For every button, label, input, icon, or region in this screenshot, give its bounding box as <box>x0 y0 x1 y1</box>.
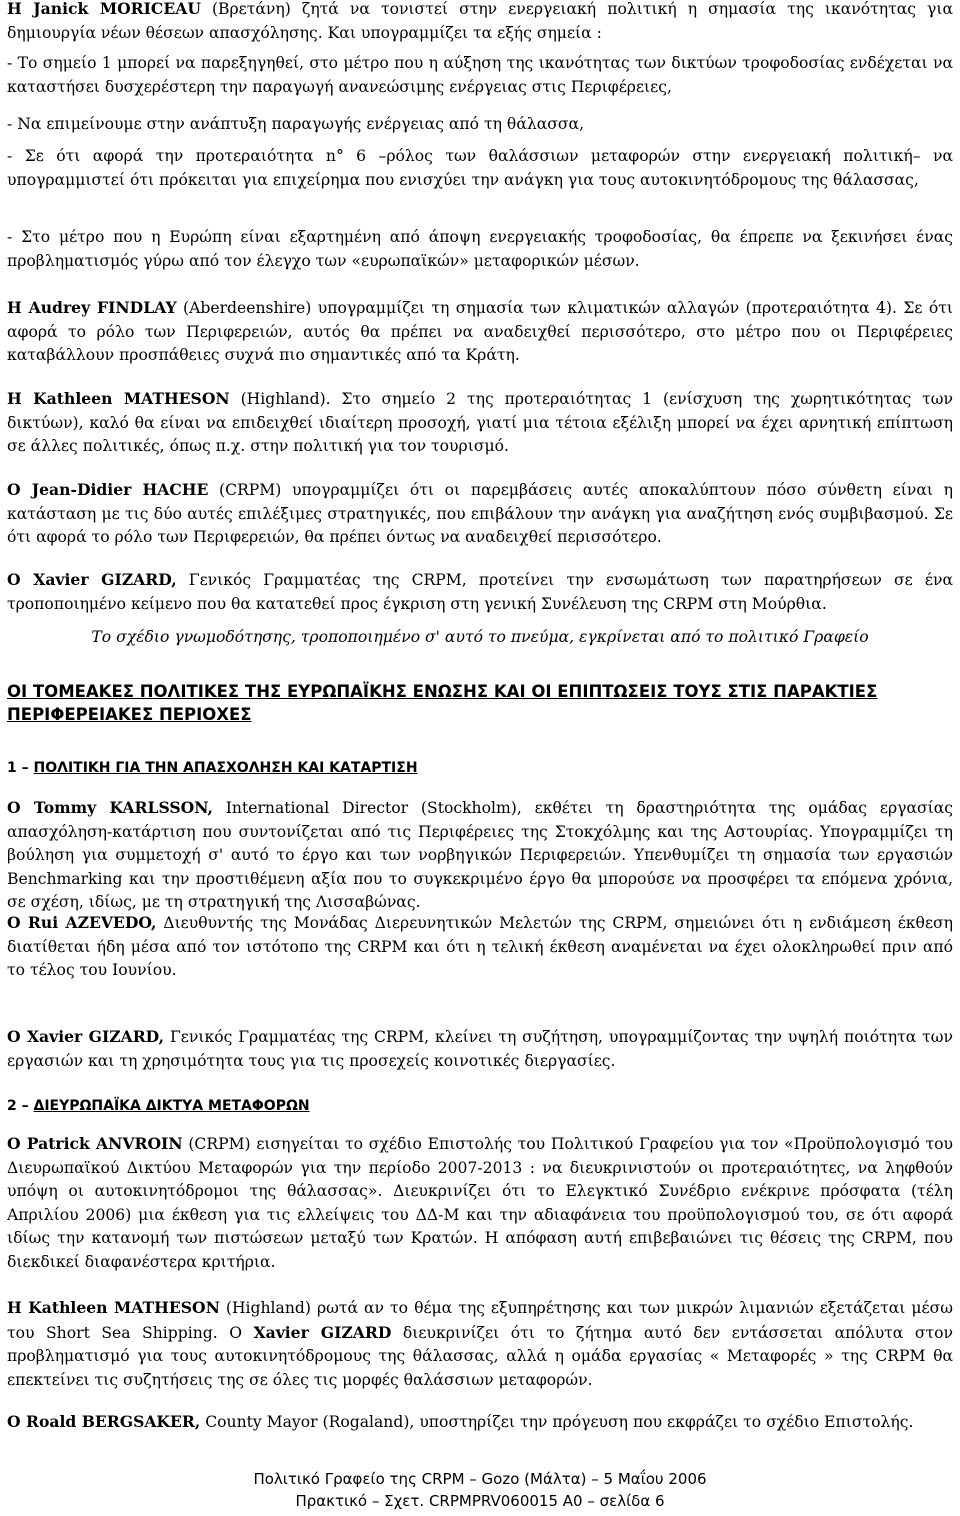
speaker-name: Ο Patrick ANVROIN <box>7 1134 183 1153</box>
speaker-name: Ο Jean-Didier HACHE <box>7 480 209 499</box>
paragraph-text: (Highland). Στο σημείο 2 της προτεραιότητας 1 (ενίσχυση της χωρητικότητας των δικτύων), καλό θα είναι να επιδειχθεί ιδιαίτερη προσοχή, γιατί μια τέτοια εξέλιξη μπορεί να έχει αρνητική επίπτωση σε άλλες πολιτικές, όπως π.χ. στην πολιτική για τον τουρισμό. <box>7 390 953 456</box>
speaker-name: Ο Xavier GIZARD, <box>7 570 177 589</box>
paragraph-text: (CRPM) υπογραμμίζει ότι οι παρεμβάσεις αυτές αποκαλύπτουν πόσο σύνθετη είναι η κατάσταση με τις δύο αυτές επιλέξιμες στρατηγικές, που επιβάλουν την ανάγκη για αναζήτηση ενός συμβιβασμού. Σε ότι αφορά το ρόλο των Περιφερειών, θα πρέπει όντως να αναδειχθεί περισσότερο. <box>7 481 953 547</box>
speaker-name: Ο Rui AZEVEDO, <box>7 913 157 932</box>
subsection-number: 1 – <box>7 760 34 776</box>
paragraph-text: (Aberdeenshire) υπογραμμίζει τη σημασία των κλιματικών αλλαγών (προτεραιότητα 4). Σε ότι αφορά το ρόλο των Περιφερειών, αυτός θα πρέπει να αναδειχθεί περισσότερο, στο μέτρο που οι Περιφέρειες καταβάλλουν προσπάθειες συχνά πιο σημαντικές από τα Κράτη. <box>7 299 953 365</box>
paragraph-text: Γενικός Γραμματέας της CRPM, προτείνει την ενσωμάτωση των παρατηρήσεων σε ένα τροποποιημένο κείμενο που θα κατατεθεί προς έγκριση στη γενική Συνέλευση της CRPM στη Μούρθια. <box>7 571 953 613</box>
speaker-name-2: Xavier GIZARD <box>253 1322 392 1342</box>
speaker-name: Η Kathleen MATHESON <box>7 1298 220 1317</box>
section-title: ΟΙ ΤΟΜΕΑΚΕΣ ΠΟΛΙΤΙΚΕΣ ΤΗΣ ΕΥΡΩΠΑΪΚΗΣ ΕΝΩΣΗΣ ΚΑΙ ΟΙ ΕΠΙΠΤΩΣΕΙΣ ΤΟΥΣ ΣΤΙΣ ΠΑΡΑΚΤΙΕΣ ΠΕΡΙΦΕΡΕΙΑΚΕΣ ΠΕΡΙΟΧΕΣ <box>7 682 878 724</box>
paragraph-text: Διευθυντής της Μονάδας Διερευνητικών Μελετών της CRPM, σημειώνει ότι η ενδιάμεση έκθεση διατίθεται ήδη μέσα από τον ιστότοπο της CRPM και ότι η τελική έκθεση αναμένεται να έχει ολοκληρωθεί πριν από το τέλος του Ιουνίου. <box>7 914 954 980</box>
paragraph-hache <box>7 478 953 550</box>
paragraph-bergsaker <box>7 1410 953 1435</box>
subsection-number: 2 – <box>7 1098 34 1114</box>
bullet-1: - Το σημείο 1 μπορεί να παρεξηγηθεί, στο μέτρο που η αύξηση της ικανότητας των δικτύων τροφοδοσίας ενδέχεται να καταστήσει δυσχερέστερη την παραγωγή ανανεώσιμης ενέργειας στις Περιφέρειες, <box>7 54 953 96</box>
decision-text: Το σχέδιο γνωμοδότησης, τροποποιημένο σ' αυτό το πνεύμα, εγκρίνεται από το πολιτικό Γραφείο <box>91 628 869 646</box>
paragraph-moriceau <box>7 0 953 45</box>
paragraph-matheson <box>7 387 953 459</box>
bullet-3: - Σε ότι αφορά την προτεραιότητα n° 6 –ρόλος των θαλάσσιων μεταφορών στην ενεργειακή πολιτική– να υπογραμμιστεί ότι πρόκειται για επιχείρημα που ενισχύει την ανάγκη για τους αυτοκινητόδρομους της θάλασσας, <box>7 147 953 189</box>
speaker-name: Ο Roald BERGSAKER, <box>7 1412 201 1431</box>
paragraph-text: (Βρετάνη) ζητά να τονιστεί στην ενεργειακή πολιτική η σημασία της ικανότητας για δημιουργία νέων θέσεων απασχόλησης. Και υπογραμμίζει τα εξής σημεία : <box>7 0 953 42</box>
bullet-2: - Να επιμείνουμε στην ανάπτυξη παραγωγής ενέργειας από τη θάλασσα, <box>7 115 585 133</box>
subsection-1-heading <box>7 757 953 779</box>
paragraph-text-2: διευκρινίζει ότι το ζήτημα αυτό δεν εντάσσεται απόλυτα στον προβληματισμό για τους αυτοκινητόδρομους της θάλασσας, αλλά η ομάδα εργασίας « Μεταφορές » της CRPM θα επεκτείνει τις συζητήσεις της σε όλες τις μορφές θαλάσσιων μεταφορών. <box>7 1323 953 1389</box>
speaker-name: Η Audrey FINDLAY <box>7 298 177 317</box>
paragraph-karlsson <box>7 796 953 915</box>
speaker-name: Ο Tommy KARLSSON, <box>7 798 213 817</box>
paragraph-gizard-2 <box>7 1025 953 1073</box>
subsection-title: ΠΟΛΙΤΙΚΗ ΓΙΑ ΤΗΝ ΑΠΑΣΧΟΛΗΣΗ ΚΑΙ ΚΑΤΑΡΤΙΣΗ <box>33 760 418 776</box>
paragraph-text: (Highland) ρωτά αν το θέμα της εξυπηρέτησης και των μικρών λιμανιών εξετάζεται μέσω του Short Sea Shipping. Ο <box>7 1299 953 1342</box>
speaker-name: Η Kathleen MATHESON <box>7 389 230 408</box>
paragraph-gizard-1 <box>7 568 953 616</box>
paragraph-findlay <box>7 296 953 368</box>
footer-line-2: Πρακτικό – Σχετ. CRPMPRV060015 A0 – σελίδα 6 <box>295 1492 665 1510</box>
paragraph-text: Γενικός Γραμματέας της CRPM, κλείνει τη συζήτηση, υπογραμμίζοντας την υψηλή ποιότητα των εργασιών και τη χρησιμότητα τους για τις προσεχείς κοινοτικές διεργασίες. <box>7 1028 953 1070</box>
paragraph-matheson-2 <box>7 1296 953 1392</box>
subsection-2-heading <box>7 1095 953 1117</box>
paragraph-text: County Mayor (Rogaland), υποστηρίζει την πρόγευση που εκφράζει το σχέδιο Επιστολής. <box>200 1413 914 1431</box>
footer-line-1: Πολιτικό Γραφείο της CRPM – Gozo (Μάλτα) – 5 Μαΐου 2006 <box>253 1470 707 1488</box>
paragraph-azevedo <box>7 911 953 983</box>
bullet-4: - Στο μέτρο που η Ευρώπη είναι εξαρτημένη από άποψη ενεργειακής τροφοδοσίας, θα έπρεπε να ξεκινήσει ένας προβληματισμός γύρω από τον έλεγχο των «ευρωπαϊκών» μεταφορικών μέσων. <box>7 228 953 270</box>
speaker-name: Ο Xavier GIZARD, <box>7 1027 165 1046</box>
speaker-name: Η Janick MORICEAU <box>7 0 201 18</box>
paragraph-text: (CRPM) εισηγείται το σχέδιο Επιστολής του Πολιτικού Γραφείου για τον «Προϋπολογισμό του Διευρωπαϊκού Δικτύου Μεταφορών για την περίοδο 2007-2013 : να διευκρινιστούν οι προτεραιότητες, να ληφθούν υπόψη οι αυτοκινητόδρομοι της θάλασσας». Διευκρινίζει ότι το Ελεγκτικό Συνέδριο ενέκρινε πρόσφατα (τέλη Απριλίου 2006) μια έκθεση για τις ελλείψεις του ΔΔ-Μ και την αδιαφάνεια του προϋπολογισμού του, σε ότι αφορά ιδίως την κατανομή των πιστώσεων μεταξύ των Κρατών. Η απόφαση αυτή επιβεβαιώνει τις θέσεις της CRPM, που διεκδικεί διαφανέστερα κριτήρια. <box>7 1135 954 1271</box>
subsection-title: ΔΙΕΥΡΩΠΑΪΚΑ ΔΙΚΤΥΑ ΜΕΤΑΦΟΡΩΝ <box>33 1098 310 1114</box>
paragraph-text: International Director (Stockholm), εκθέτει τη δραστηριότητα της ομάδας εργασίας απασχόληση-κατάρτιση που συντονίζεται από τις Περιφέρειες της Στοκχόλμης και της Αστουρίας. Υπογραμμίζει τη βούληση για συμμετοχή σ' αυτό το έργο και των νορβηγικών Περιφερειών. Υπενθυμίζει τη σημασία των εργασιών Benchmarking και την προστιθέμενη αξία που το συγκεκριμένο έργο θα μπορούσε να προσφέρει τα επόμενα χρόνια, σε σχέση, ιδίως, με τη στρατηγική της Λισσαβώνας. <box>7 799 953 912</box>
paragraph-anvroin <box>7 1132 953 1275</box>
